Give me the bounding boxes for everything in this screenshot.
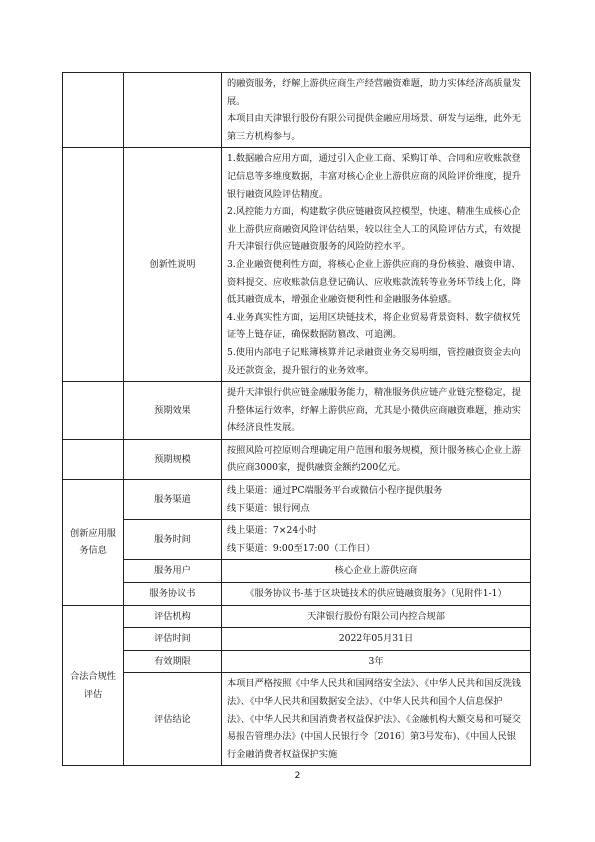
table-row (63, 382, 531, 440)
section-label: 创新应用服务信息 (63, 480, 124, 606)
row-label: 服务用户 (124, 560, 222, 583)
paragraph: 线下渠道：9:00至17:00（工作日） (227, 542, 376, 554)
table-row (63, 73, 531, 148)
section1-label-cell (63, 439, 124, 479)
paragraph: 4.业务真实性方面，运用区块链技术，将企业贸易背景资料、数字债权凭证等上链存证，确保数据防篡改、可追溯。 (227, 311, 521, 341)
row-content-cell (222, 382, 531, 440)
paragraph: 提升天津银行供应链金融服务能力，精准服务供应链产业链完整稳定，提升整体运行效率，纾解上游供应商，尤其是小微供应商融资难题，推动实体经济良性发展。 (227, 387, 521, 434)
row-label: 评估时间 (124, 628, 222, 651)
row-content-cell (222, 73, 531, 148)
document-table (62, 72, 531, 766)
row-label: 预期规模 (124, 439, 222, 479)
row-label: 评估结论 (124, 673, 222, 766)
table-row (63, 439, 531, 479)
row-value: 本项目严格按照《中华人民共和国网络安全法》、《中华人民共和国反洗钱法》、《中华人民共和国数据安全法》、《中华人民共和国个人信息保护法》、《中华人民共和国消费者权益保护法》、《金融机构大额交易和可疑交易报告管理办法》(中国人民银行令〔2016〕第3号发布)、《中国人民银行金融消费者权益保护实施 (222, 673, 531, 766)
row-label: 服务协议书 (124, 583, 222, 606)
row-label-cell (124, 73, 222, 148)
row-value: 3年 (222, 650, 531, 673)
row-value: 2022年05月31日 (222, 628, 531, 651)
page-number: 2 (294, 771, 301, 781)
row-label: 有效期限 (124, 650, 222, 673)
row-label: 服务渠道 (124, 480, 222, 520)
paragraph: 线上渠道：7×24小时 (227, 525, 317, 537)
section1-label-cell (63, 73, 124, 148)
table-row (63, 583, 531, 606)
row-label: 预期效果 (124, 382, 222, 440)
table-row (63, 650, 531, 673)
row-content-cell (222, 439, 531, 479)
row-content-cell (222, 520, 531, 560)
table-row (63, 520, 531, 560)
row-content-cell (222, 148, 531, 382)
row-label: 创新性说明 (124, 148, 222, 382)
paragraph: 1.数据融合应用方面，通过引入企业工商、采购订单、合同和应收账款登记信息等多维度数据，丰富对核心企业上游供应商的风险评价维度，提升银行融资风险评估精度。 (227, 153, 521, 200)
paragraph: 的融资服务，纾解上游供应商生产经营融资难题，助力实体经济高质量发展。 (227, 78, 521, 107)
table-row (63, 605, 531, 628)
paragraph: 按照风险可控原则合理确定用户范围和服务规模，预计服务核心企业上游供应商3000家，提供融资金额约200亿元。 (227, 444, 521, 474)
paragraph: 5.使用内部电子记账簿核算并记录融资业务交易明细，管控融资资金去向及还款资金，提升银行的业务效率。 (227, 346, 521, 376)
paragraph: 线上渠道：通过PC端服务平台或微信小程序提供服务 (227, 485, 443, 497)
row-value: 天津银行股份有限公司内控合规部 (222, 605, 531, 628)
row-content-cell (222, 480, 531, 520)
table-row (63, 148, 531, 382)
row-value: 《服务协议书-基于区块链技术的供应链融资服务》（见附件1-1） (222, 583, 531, 606)
table-row (63, 673, 531, 766)
table-row (63, 560, 531, 583)
paragraph: 本项目由天津银行股份有限公司提供金融应用场景、研发与运维，此外无第三方机构参与。 (227, 113, 521, 142)
table-row (63, 480, 531, 520)
section-label: 合法合规性评估 (63, 605, 124, 766)
paragraph: 3.企业融资便利性方面，将核心企业上游供应商的身份核验、融资申请、资料提交、应收账款信息登记确认、应收账款流转等业务环节线上化，降低其融资成本，增强企业融资便利性和金融服务体验感。 (227, 258, 521, 306)
paragraph: 2.风控能力方面，构建数字供应链融资风控模型，快速、精准生成核心企业上游供应商融资风险评估结果，较以往全人工的风险评估方式，有效提升天津银行供应链融资服务的风险防控水平。 (227, 206, 521, 253)
section1-label-cell (63, 148, 124, 382)
row-label: 评估机构 (124, 605, 222, 628)
row-label: 服务时间 (124, 520, 222, 560)
section1-label-cell (63, 382, 124, 440)
table-row (63, 628, 531, 651)
row-value: 核心企业上游供应商 (222, 560, 531, 583)
paragraph: 线下渠道：银行网点 (227, 502, 310, 514)
